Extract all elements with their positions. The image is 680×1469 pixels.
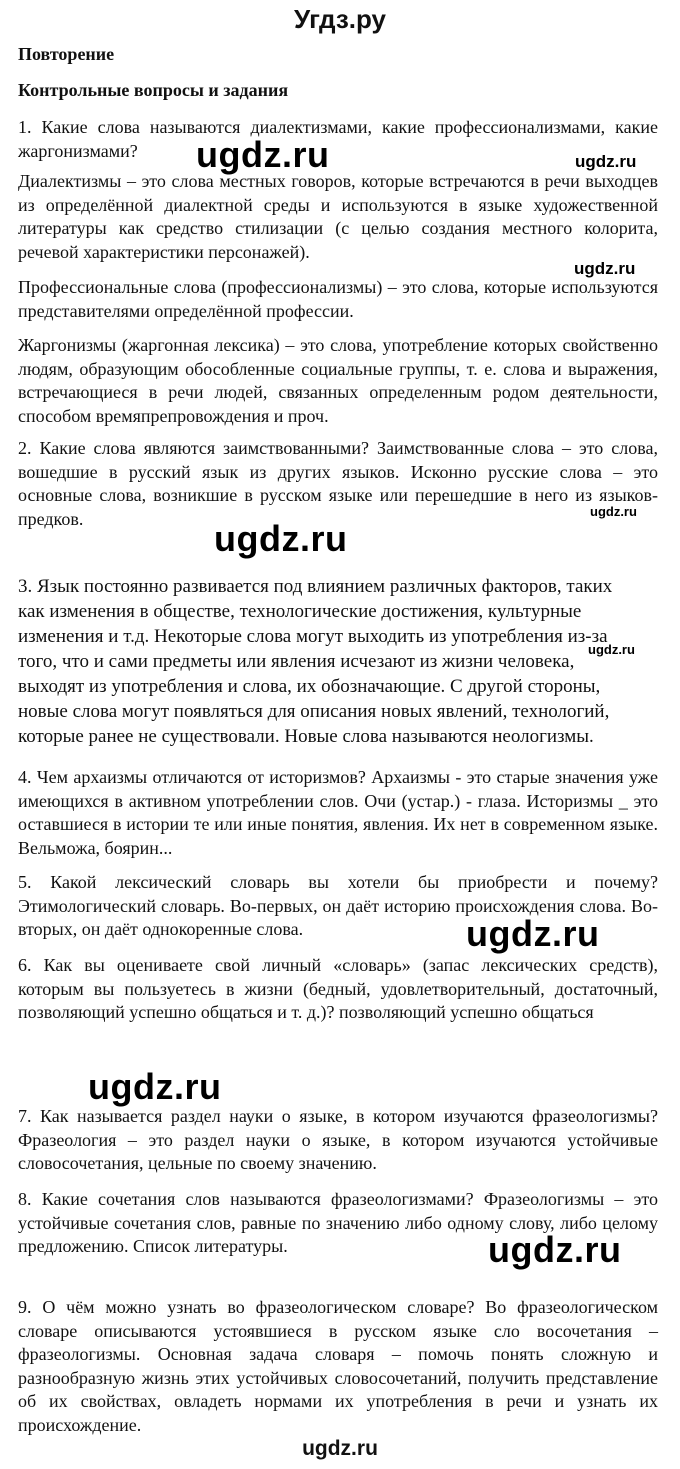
question-1: 1. Какие слова называются диалектизмами, какие профессионализмами, какие жаргонизмами? — [18, 117, 658, 161]
site-title: Угдз.ру — [294, 4, 386, 34]
question-4: 4. Чем архаизмы отличаются от историзмов? Архаизмы - это старые значения уже имеющихся в активном употреблении слов. Очи (устар.) - глаза. Историзмы _ это оставшиеся в истории те или иные понятия, явления. Их нет в современном языке. Вельможа, боярин... — [18, 767, 658, 858]
watermark: ugdz.ru — [488, 1229, 622, 1270]
answer-1-dialectisms: Диалектизмы – это слова местных говоров, которые встречаются в речи выходцев из определённой диалектной среды и используются в языке художественной литературы как средство стилизации (с целью создания местного колорита, речевой характеристики персонажей). — [18, 171, 658, 262]
answer-1-jargonisms: Жаргонизмы (жаргонная лексика) – это слова, употребление которых свойственно людям, образующим обособленные социальные группы, т. е. слова и выражения, встречающиеся в речи людей, связанных определенным родом деятельности, способом времяпрепровождения и проч. — [18, 335, 658, 426]
watermark-small: ugdz.ru — [574, 259, 636, 278]
section-heading: Повторение — [18, 44, 115, 64]
subsection-heading: Контрольные вопросы и задания — [18, 80, 289, 100]
watermark: ugdz.ru — [466, 913, 600, 954]
footer-watermark: ugdz.ru — [302, 1437, 378, 1460]
question-7: 7. Как называется раздел науки о языке, в котором изучаются фразеологизмы? Фразеология – это раздел науки о языке, в котором изучаются устойчивые словосочетания, цельные по своему значению. — [18, 1106, 658, 1173]
watermark-tiny: ugdz.ru — [590, 504, 637, 519]
question-6: 6. Как вы оцениваете свой личный «словарь» (запас лексических средств), которым вы пользуетесь в жизни (бедный, удовлетворительный, достаточный, позволяющий успешно общаться и т. д.)? позволяющий успешно общаться — [18, 955, 658, 1022]
watermark: ugdz.ru — [214, 518, 348, 559]
question-3: 3. Язык постоянно развивается под влиянием различных факторов, таких как изменения в обществе, технологические достижения, культурные изменения и т.д. Некоторые слова могут выходить из употребления из-за того, что и сами предметы или явления исчезают из жизни человека, выходят из употребления и слова, их обозначающие. С другой стороны, новые слова могут появляться для описания новых явлений, технологий, которые ранее не существовали. Новые слова называются неологизмы. — [18, 576, 613, 747]
question-5: 5. Какой лексический словарь вы хотели бы приобрести и почему? Этимологический словарь. Во-первых, он даёт историю происхождения слова. Во-вторых, он даёт однокоренные слова. — [18, 872, 658, 939]
answer-1-professionalisms: Профессиональные слова (профессионализмы) – это слова, которые используются представителями определённой профессии. — [18, 277, 658, 321]
watermark-tiny: ugdz.ru — [588, 642, 635, 657]
watermark-small: ugdz.ru — [575, 152, 637, 171]
question-8: 8. Какие сочетания слов называются фразеологизмами? Фразеологизмы – это устойчивые сочетания слов, равные по значению либо одному слову, либо целому предложению. Список литературы. — [18, 1189, 658, 1256]
question-9: 9. О чём можно узнать во фразеологическом словаре? Во фразеологическом словаре описываются устоявшиеся в русском языке сло восочетания – фразеологизмы. Основная задача словаря – помочь понять сложную и разнообразную жизнь этих устойчивых словосочетаний, получить представление об их свойствах, овладеть нормами их употребления в речи и узнать их происхождение. — [18, 1297, 658, 1435]
watermark: ugdz.ru — [196, 134, 330, 175]
watermark: ugdz.ru — [88, 1066, 222, 1107]
question-2: 2. Какие слова являются заимствованными? Заимствованные слова – это слова, вошедшие в русский язык из других языков. Исконно русские слова – это основные слова, возникшие в русском языке или перешедшие в него из языков-предков. — [18, 438, 658, 529]
